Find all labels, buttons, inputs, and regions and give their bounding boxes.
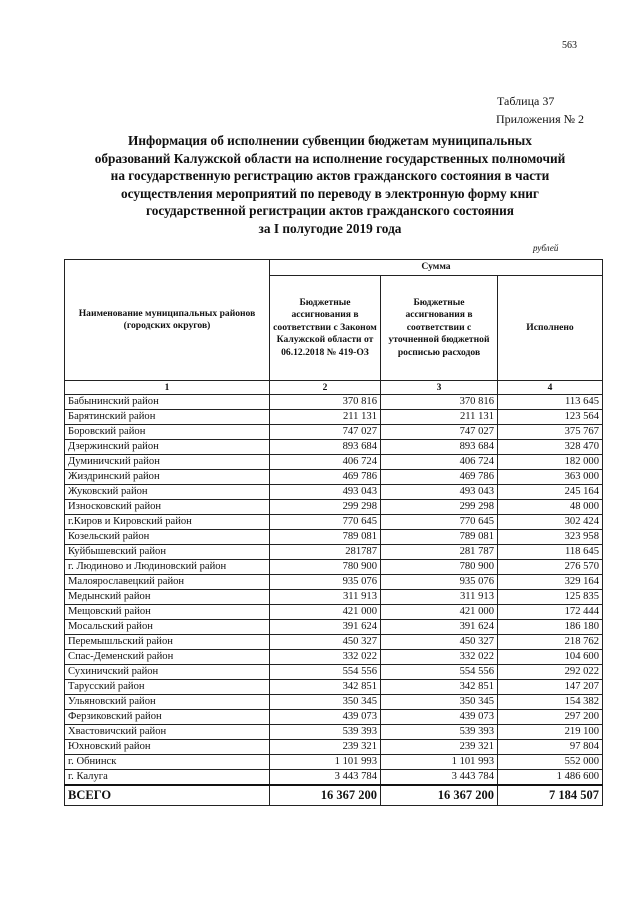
table-row <box>65 455 603 470</box>
revised-allocation: 3 443 784 <box>381 770 498 786</box>
executed-amount: 329 164 <box>498 575 603 590</box>
district-name: Юхновский район <box>65 740 270 755</box>
table-row <box>65 695 603 710</box>
district-name: Тарусский район <box>65 680 270 695</box>
title-line: за I полугодие 2019 года <box>258 220 402 236</box>
executed-amount: 276 570 <box>498 560 603 575</box>
appendix-label: Приложения № 2 <box>496 112 585 126</box>
revised-allocation: 370 816 <box>381 395 498 410</box>
title-line: на государственную регистрацию актов гражданского состояния в части <box>110 168 550 183</box>
page-number: 563 <box>562 40 577 51</box>
law-allocation: 239 321 <box>270 740 381 755</box>
law-allocation: 469 786 <box>270 470 381 485</box>
district-name: Куйбышевский район <box>65 545 270 560</box>
revised-allocation: 450 327 <box>381 635 498 650</box>
law-allocation: 935 076 <box>270 575 381 590</box>
district-name: Ферзиковский район <box>65 710 270 725</box>
law-allocation: 370 816 <box>270 395 381 410</box>
title-line: образований Калужской области на исполнение государственных полномочий <box>94 150 566 166</box>
executed-amount: 172 444 <box>498 605 603 620</box>
executed-amount: 297 200 <box>498 710 603 725</box>
table-row <box>65 500 603 515</box>
column-number: 4 <box>498 381 603 395</box>
revised-allocation: 493 043 <box>381 485 498 500</box>
executed-amount: 104 600 <box>498 650 603 665</box>
table-row <box>65 740 603 755</box>
law-allocation: 350 345 <box>270 695 381 710</box>
district-name: Хвастовичский район <box>65 725 270 740</box>
executed-amount: 552 000 <box>498 755 603 770</box>
revised-allocation: 1 101 993 <box>381 755 498 770</box>
title-line: осуществления мероприятий по переводу в электронную форму книг <box>121 185 539 201</box>
revised-allocation: 421 000 <box>381 605 498 620</box>
district-name: Износковский район <box>65 500 270 515</box>
header-municipality: Наименование муниципальных районов (городских округов) <box>65 260 270 381</box>
total-law: 16 367 200 <box>270 785 381 806</box>
district-name: Боровский район <box>65 425 270 440</box>
table-row <box>65 605 603 620</box>
law-allocation: 789 081 <box>270 530 381 545</box>
law-allocation: 770 645 <box>270 515 381 530</box>
table-row <box>65 725 603 740</box>
law-allocation: 342 851 <box>270 680 381 695</box>
column-number: 1 <box>65 381 270 395</box>
executed-amount: 323 958 <box>498 530 603 545</box>
revised-allocation: 281 787 <box>381 545 498 560</box>
law-allocation: 493 043 <box>270 485 381 500</box>
table-row <box>65 440 603 455</box>
law-allocation: 1 101 993 <box>270 755 381 770</box>
revised-allocation: 332 022 <box>381 650 498 665</box>
law-allocation: 332 022 <box>270 650 381 665</box>
table-row <box>65 710 603 725</box>
total-executed: 7 184 507 <box>498 785 603 806</box>
executed-amount: 328 470 <box>498 440 603 455</box>
district-name: г. Людиново и Людиновский район <box>65 560 270 575</box>
executed-amount: 375 767 <box>498 425 603 440</box>
table-row <box>65 635 603 650</box>
law-allocation: 311 913 <box>270 590 381 605</box>
law-allocation: 211 131 <box>270 410 381 425</box>
law-allocation: 439 073 <box>270 710 381 725</box>
district-name: Мосальский район <box>65 620 270 635</box>
law-allocation: 893 684 <box>270 440 381 455</box>
table-row <box>65 665 603 680</box>
revised-allocation: 935 076 <box>381 575 498 590</box>
law-allocation: 299 298 <box>270 500 381 515</box>
law-allocation: 539 393 <box>270 725 381 740</box>
district-name: Жиздринский район <box>65 470 270 485</box>
executed-amount: 97 804 <box>498 740 603 755</box>
executed-amount: 125 835 <box>498 590 603 605</box>
revised-allocation: 780 900 <box>381 560 498 575</box>
law-allocation: 554 556 <box>270 665 381 680</box>
revised-allocation: 789 081 <box>381 530 498 545</box>
executed-amount: 118 645 <box>498 545 603 560</box>
units-label: рублей <box>533 243 559 253</box>
header-law-allocations: Бюджетные ассигнования в соответствии с Законом Калужской области от 06.12.2018 № 419-ОЗ <box>270 276 381 381</box>
total-label: ВСЕГО <box>65 785 270 806</box>
table-row <box>65 590 603 605</box>
title-line: Информация об исполнении субвенции бюджетам муниципальных <box>128 133 532 148</box>
district-name: Сухиничский район <box>65 665 270 680</box>
total-row <box>65 785 603 806</box>
table-row <box>65 485 603 500</box>
revised-allocation: 893 684 <box>381 440 498 455</box>
revised-allocation: 439 073 <box>381 710 498 725</box>
title-line: государственной регистрации актов гражданского состояния <box>146 203 514 218</box>
law-allocation: 281787 <box>270 545 381 560</box>
revised-allocation: 311 913 <box>381 590 498 605</box>
table-row <box>65 650 603 665</box>
revised-allocation: 747 027 <box>381 425 498 440</box>
district-name: Думиничский район <box>65 455 270 470</box>
table-row <box>65 410 603 425</box>
district-name: Ульяновский район <box>65 695 270 710</box>
district-name: Медынский район <box>65 590 270 605</box>
district-name: г.Киров и Кировский район <box>65 515 270 530</box>
law-allocation: 780 900 <box>270 560 381 575</box>
executed-amount: 154 382 <box>498 695 603 710</box>
revised-allocation: 554 556 <box>381 665 498 680</box>
law-allocation: 406 724 <box>270 455 381 470</box>
column-number: 3 <box>381 381 498 395</box>
executed-amount: 123 564 <box>498 410 603 425</box>
executed-amount: 292 022 <box>498 665 603 680</box>
revised-allocation: 211 131 <box>381 410 498 425</box>
revised-allocation: 406 724 <box>381 455 498 470</box>
executed-amount: 245 164 <box>498 485 603 500</box>
column-number: 2 <box>270 381 381 395</box>
revised-allocation: 469 786 <box>381 470 498 485</box>
table-row <box>65 545 603 560</box>
district-name: Спас-Деменский район <box>65 650 270 665</box>
subvention-table <box>64 259 603 806</box>
executed-amount: 302 424 <box>498 515 603 530</box>
executed-amount: 363 000 <box>498 470 603 485</box>
executed-amount: 113 645 <box>498 395 603 410</box>
table-row <box>65 755 603 770</box>
table-row <box>65 470 603 485</box>
district-name: Мещовский район <box>65 605 270 620</box>
table-row <box>65 515 603 530</box>
district-name: г. Обнинск <box>65 755 270 770</box>
header-executed: Исполнено <box>498 276 603 381</box>
executed-amount: 218 762 <box>498 635 603 650</box>
revised-allocation: 539 393 <box>381 725 498 740</box>
document-title <box>60 132 600 237</box>
table-label: Таблица 37 <box>497 94 555 108</box>
revised-allocation: 391 624 <box>381 620 498 635</box>
table-row <box>65 560 603 575</box>
district-name: Дзержинский район <box>65 440 270 455</box>
header-sum: Сумма <box>270 260 603 276</box>
law-allocation: 747 027 <box>270 425 381 440</box>
law-allocation: 391 624 <box>270 620 381 635</box>
table-row <box>65 395 603 410</box>
table-row <box>65 425 603 440</box>
law-allocation: 3 443 784 <box>270 770 381 786</box>
district-name: Бабынинский район <box>65 395 270 410</box>
executed-amount: 1 486 600 <box>498 770 603 786</box>
revised-allocation: 770 645 <box>381 515 498 530</box>
revised-allocation: 299 298 <box>381 500 498 515</box>
district-name: Перемышльский район <box>65 635 270 650</box>
revised-allocation: 350 345 <box>381 695 498 710</box>
table-row <box>65 530 603 545</box>
executed-amount: 182 000 <box>498 455 603 470</box>
executed-amount: 219 100 <box>498 725 603 740</box>
executed-amount: 147 207 <box>498 680 603 695</box>
total-revised: 16 367 200 <box>381 785 498 806</box>
law-allocation: 450 327 <box>270 635 381 650</box>
district-name: г. Калуга <box>65 770 270 786</box>
table-row <box>65 575 603 590</box>
table-row <box>65 770 603 786</box>
revised-allocation: 239 321 <box>381 740 498 755</box>
header-revised-allocations: Бюджетные ассигнования в соответствии с уточненной бюджетной росписью расходов <box>381 276 498 381</box>
executed-amount: 48 000 <box>498 500 603 515</box>
district-name: Козельский район <box>65 530 270 545</box>
table-row <box>65 680 603 695</box>
law-allocation: 421 000 <box>270 605 381 620</box>
district-name: Барятинский район <box>65 410 270 425</box>
table-row <box>65 620 603 635</box>
revised-allocation: 342 851 <box>381 680 498 695</box>
district-name: Малоярославецкий район <box>65 575 270 590</box>
district-name: Жуковский район <box>65 485 270 500</box>
executed-amount: 186 180 <box>498 620 603 635</box>
